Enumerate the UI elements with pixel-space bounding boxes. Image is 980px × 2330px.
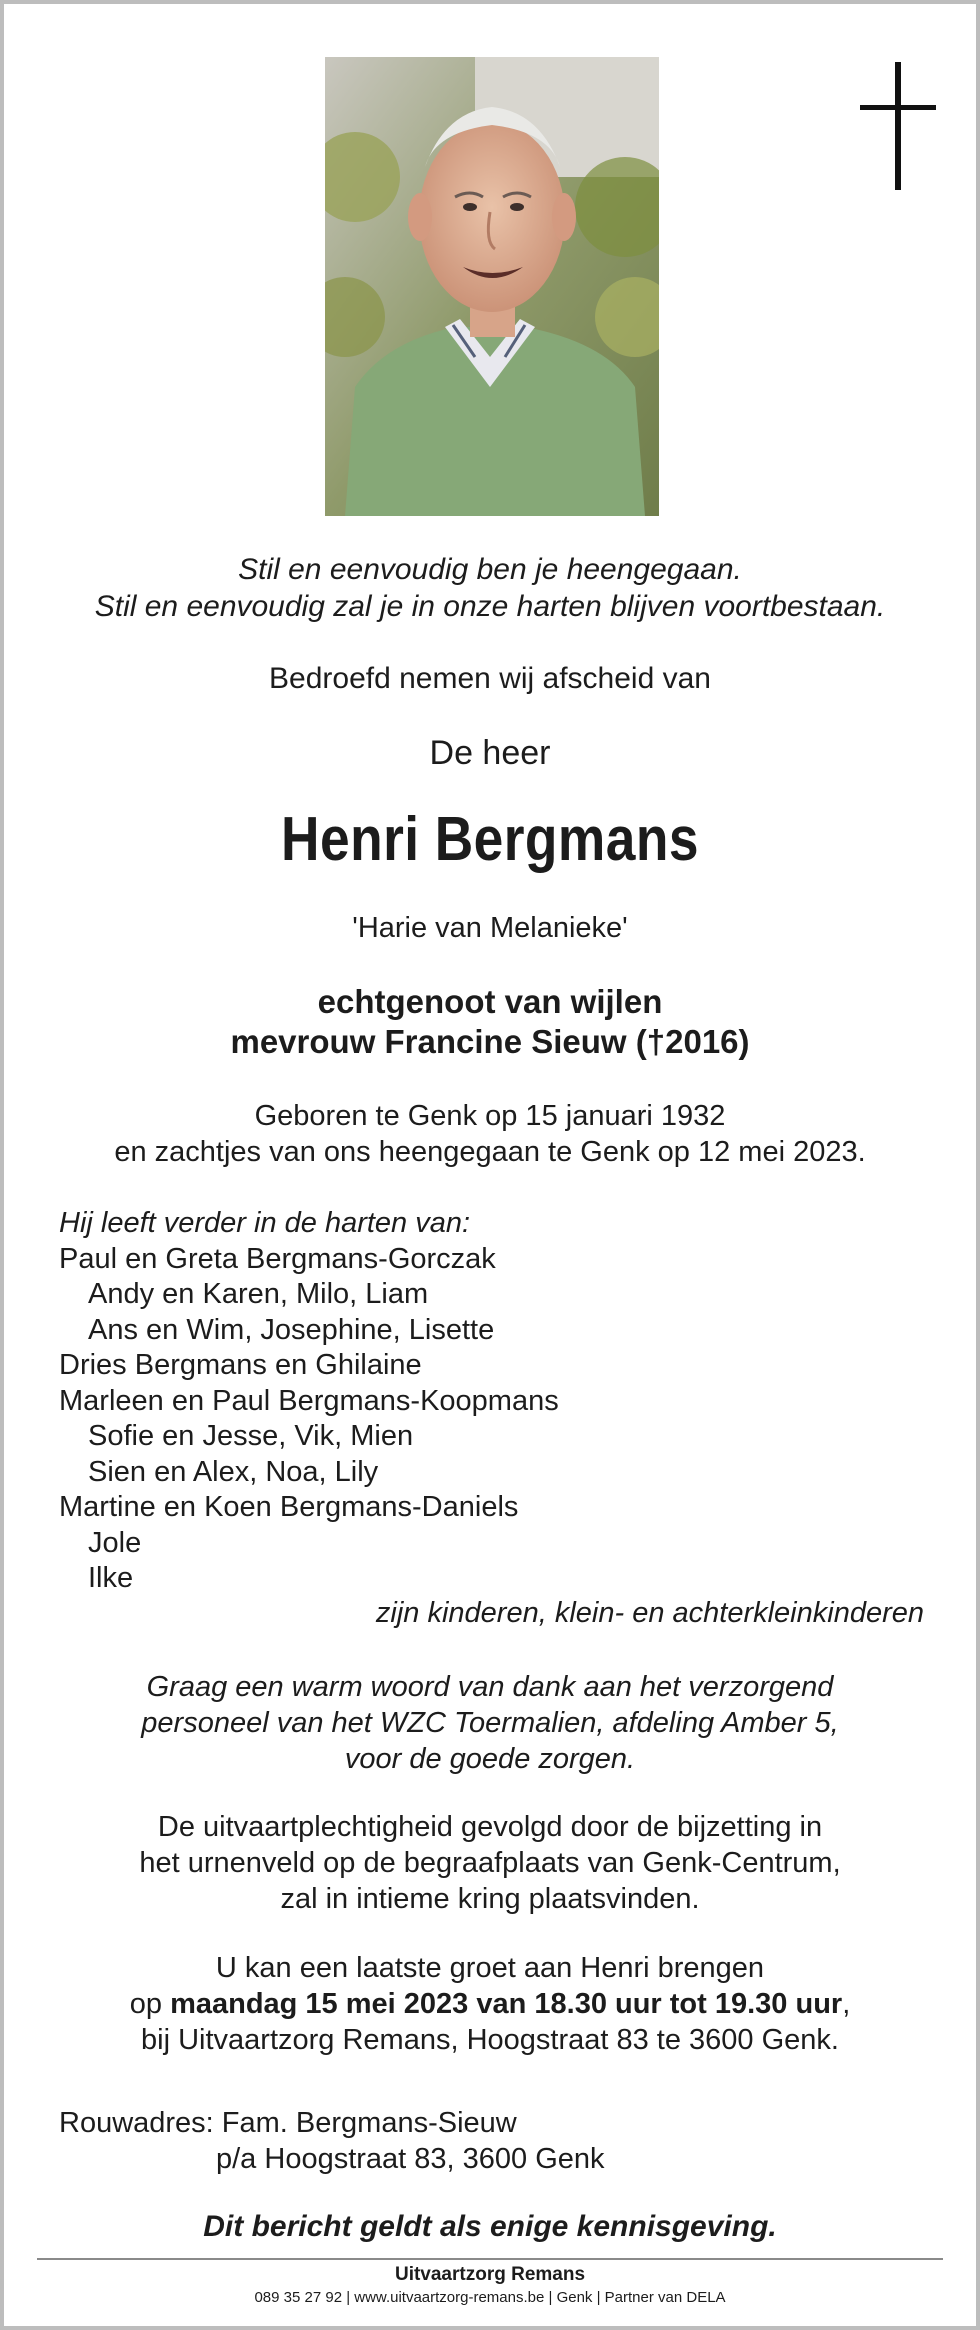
memorial-quote <box>4 551 976 625</box>
intro-text: Bedroefd nemen wij afscheid van <box>269 662 711 695</box>
birth-line: Geboren te Genk op 15 januari 1932 <box>254 1100 726 1132</box>
honorific: De heer <box>429 734 551 772</box>
notice-text: Dit bericht geldt als enige kennisgeving. <box>203 2210 777 2243</box>
spouse-info <box>4 982 976 1062</box>
visit-line <box>4 1986 976 2022</box>
funeral-home-info: 089 35 27 92 | www.uitvaartzorg-remans.be | Genk | Partner van DELA <box>254 2289 726 2306</box>
portrait-photo <box>325 57 659 516</box>
family-member: Paul en Greta Bergmans-Gorczak <box>59 1242 496 1275</box>
thanks-text <box>4 1669 976 1777</box>
family-member: Martine en Koen Bergmans-Daniels <box>59 1491 519 1523</box>
ceremony-line: De uitvaartplechtigheid gevolgd door de bijzetting in <box>157 1811 823 1843</box>
mourning-address <box>59 2105 605 2177</box>
life-dates <box>4 1098 976 1170</box>
address-line: Rouwadres: Fam. Bergmans-Sieuw <box>59 2107 517 2139</box>
visit-prefix: op <box>129 1988 171 2020</box>
visit-line: U kan een laatste groet aan Henri brengen <box>215 1952 765 1984</box>
nickname: 'Harie van Melanieke' <box>352 912 628 944</box>
spouse-line: mevrouw Francine Sieuw (†2016) <box>230 1023 750 1060</box>
family-member: Ans en Wim, Josephine, Lisette <box>88 1313 495 1346</box>
visit-suffix: , <box>842 1988 851 2020</box>
thanks-line: Graag een warm woord van dank aan het verzorgend <box>146 1671 834 1703</box>
ceremony-line: zal in intieme kring plaatsvinden. <box>280 1883 700 1915</box>
spouse-line: echtgenoot van wijlen <box>317 983 663 1020</box>
quote-line: Stil en eenvoudig ben je heengegaan. <box>238 553 742 586</box>
visitation-text <box>4 1950 976 2058</box>
quote-line: Stil en eenvoudig zal je in onze harten blijven voortbestaan. <box>94 590 886 623</box>
visit-datetime: maandag 15 mei 2023 van 18.30 uur tot 19.30 uur <box>170 1988 843 2020</box>
family-member: Dries Bergmans en Ghilaine <box>59 1349 422 1381</box>
family-heading: Hij leeft verder in de harten van: <box>59 1207 471 1239</box>
visit-line: bij Uitvaartzorg Remans, Hoogstraat 83 te 3600 Genk. <box>141 2024 839 2056</box>
family-member: Sofie en Jesse, Vik, Mien <box>88 1420 414 1452</box>
family-list <box>59 1206 939 1597</box>
family-member: Andy en Karen, Milo, Liam <box>88 1278 429 1310</box>
ceremony-line: het urnenveld op de begraafplaats van Genk-Centrum, <box>139 1847 841 1879</box>
thanks-line: personeel van het WZC Toermalien, afdeling Amber 5, <box>141 1707 839 1739</box>
cross-icon <box>860 62 936 190</box>
thanks-line: voor de goede zorgen. <box>344 1743 636 1775</box>
ceremony-text <box>4 1809 976 1917</box>
family-member: Sien en Alex, Noa, Lily <box>88 1455 379 1488</box>
family-relation: zijn kinderen, klein- en achterkleinkinderen <box>375 1597 924 1629</box>
family-member: Ilke <box>88 1562 134 1594</box>
deceased-name: Henri Bergmans <box>281 805 699 874</box>
family-member: Jole <box>88 1526 142 1559</box>
funeral-home-name: Uitvaartzorg Remans <box>394 2264 586 2285</box>
family-member: Marleen en Paul Bergmans-Koopmans <box>59 1384 559 1417</box>
address-line: p/a Hoogstraat 83, 3600 Genk <box>216 2143 605 2175</box>
death-line: en zachtjes van ons heengegaan te Genk op 12 mei 2023. <box>114 1136 866 1168</box>
footer-divider <box>37 2258 943 2260</box>
